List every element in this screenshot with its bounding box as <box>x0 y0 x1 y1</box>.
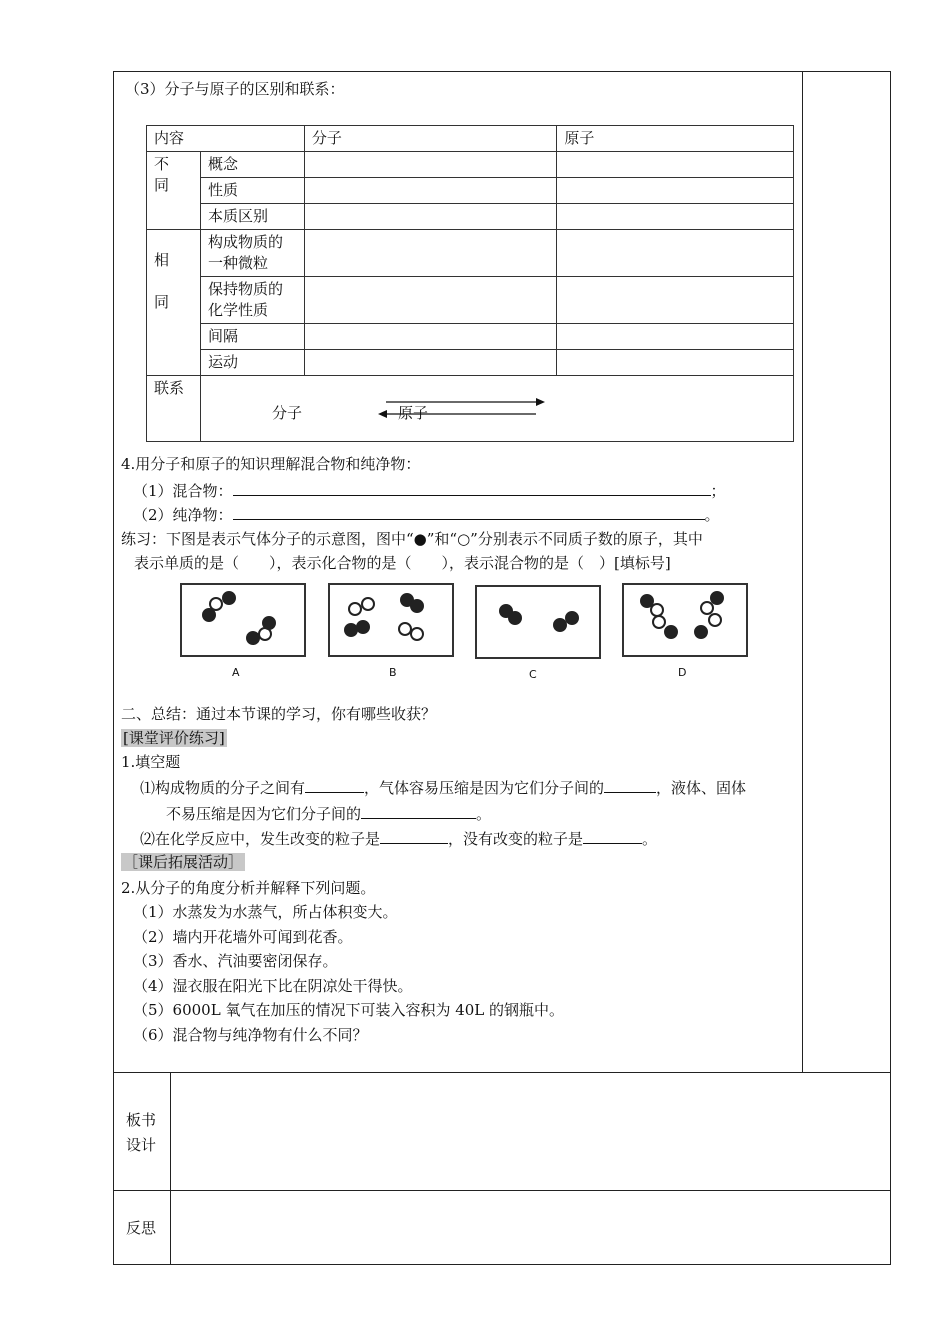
q4-item1-label: （1）混合物： <box>133 482 233 500</box>
row-label: 构成物质的一种微粒 <box>200 230 304 277</box>
cell-blank <box>304 350 557 376</box>
frame-top <box>113 71 891 72</box>
link-atom-label: 原子 <box>398 404 429 422</box>
q2-item: （3）香水、汽油要密闭保存。 <box>133 952 338 970</box>
answer-blank[interactable] <box>233 505 705 520</box>
header-atom: 原子 <box>557 126 794 152</box>
row-label: 性质 <box>200 178 304 204</box>
q4-item2-end: 。 <box>704 506 720 524</box>
class-practice-heading: [课堂评价练习] <box>123 729 225 747</box>
header-content: 内容 <box>147 126 305 152</box>
cell-blank <box>304 230 557 277</box>
row-label: 间隔 <box>200 324 304 350</box>
q4-title: 4.用分子和原子的知识理解混合物和纯净物： <box>121 455 421 473</box>
answer-blank[interactable] <box>380 829 448 844</box>
section3-title: （3）分子与原子的区别和联系： <box>125 80 345 98</box>
after-class-heading: ［课后拓展活动］ <box>123 853 244 871</box>
footer-label-divider <box>170 1072 171 1265</box>
link-arrows <box>370 393 555 423</box>
row-label: 本质区别 <box>200 204 304 230</box>
cell-blank <box>557 152 794 178</box>
diagram-label-d: D <box>678 666 687 679</box>
table-row <box>147 178 794 204</box>
q1-part1-text-e: 。 <box>476 805 492 823</box>
q1-part2 <box>140 829 657 848</box>
board-design-label-2: 设计 <box>126 1136 157 1154</box>
board-design-label-1: 板书 <box>126 1111 157 1129</box>
answer-blank[interactable] <box>583 829 642 844</box>
q4-item2 <box>133 505 720 524</box>
summary-heading: 二、总结：通过本节课的学习，你有哪些收获？ <box>121 705 437 723</box>
cell-blank <box>304 324 557 350</box>
table-row <box>147 204 794 230</box>
table-row <box>147 230 794 277</box>
group-diff-label: 不 同 <box>147 152 201 230</box>
q1-part1-line1 <box>140 778 746 797</box>
cell-blank <box>557 178 794 204</box>
reflection-label: 反思 <box>126 1219 157 1237</box>
q2-item: （1）水蒸发为水蒸气，所占体积变大。 <box>133 903 398 921</box>
answer-blank[interactable] <box>604 778 656 793</box>
diagram-c <box>475 585 601 659</box>
row-label: 运动 <box>200 350 304 376</box>
q1-part1-text-d: 不易压缩是因为它们分子间的 <box>166 805 362 823</box>
cell-blank <box>557 324 794 350</box>
diagram-a <box>180 583 306 657</box>
answer-blank[interactable] <box>361 804 476 819</box>
q2-item: （5）6000L 氧气在加压的情况下可装入容积为 40L 的钢瓶中。 <box>133 1001 565 1019</box>
q1-part1-text-c: ，液体、固体 <box>656 779 747 797</box>
diagram-label-a: A <box>232 666 240 679</box>
cell-blank <box>557 277 794 324</box>
frame-divider-1 <box>113 1072 891 1073</box>
frame-right <box>890 71 891 1265</box>
q4-item2-label: （2）纯净物： <box>133 506 233 524</box>
q2-item: （6）混合物与纯净物有什么不同？ <box>133 1026 368 1044</box>
frame-inner-vertical <box>802 71 803 1072</box>
table-row <box>147 152 794 178</box>
q1-part2-text-a: ⑵在化学反应中，发生改变的粒子是 <box>140 830 381 848</box>
q4-item1-end: ； <box>710 482 726 500</box>
table-row <box>147 324 794 350</box>
diagram-label-c: C <box>529 668 537 681</box>
cell-blank <box>304 204 557 230</box>
cell-blank <box>304 277 557 324</box>
q1-part1-line2 <box>166 804 491 823</box>
answer-blank[interactable] <box>305 778 364 793</box>
answer-blank[interactable] <box>233 481 711 496</box>
q1-part2-text-b: ，没有改变的粒子是 <box>448 830 584 848</box>
q4-item1 <box>133 481 726 500</box>
cell-blank <box>557 204 794 230</box>
group-same-label: 相 同 <box>147 230 201 376</box>
table-row <box>147 350 794 376</box>
table-header-row <box>147 126 794 152</box>
q1-part1-text-a: ⑴构成物质的分子之间有 <box>140 779 306 797</box>
frame-divider-2 <box>113 1190 891 1191</box>
frame-left <box>113 71 114 1265</box>
diagram-d <box>622 583 748 657</box>
link-label: 联系 <box>147 376 201 442</box>
row-label: 保持物质的化学性质 <box>200 277 304 324</box>
cell-blank <box>557 350 794 376</box>
q2-item: （4）湿衣服在阳光下比在阴凉处干得快。 <box>133 977 413 995</box>
row-label: 概念 <box>200 152 304 178</box>
frame-bottom <box>113 1264 891 1265</box>
link-molecule-label: 分子 <box>272 404 303 422</box>
practice-line2: 表示单质的是（ ），表示化合物的是（ ），表示混合物的是（ ）[填标号] <box>134 554 671 572</box>
practice-line1: 练习：下图是表示气体分子的示意图，图中“●”和“○”分别表示不同质子数的原子，其中 <box>121 530 703 548</box>
header-molecule: 分子 <box>304 126 557 152</box>
q1-part2-text-c: 。 <box>642 830 658 848</box>
q2-item: （2）墙内开花墙外可闻到花香。 <box>133 928 353 946</box>
q1-title: 1.填空题 <box>121 753 181 771</box>
diagram-label-b: B <box>389 666 397 679</box>
q2-title: 2.从分子的角度分析并解释下列问题。 <box>121 879 376 897</box>
table-row <box>147 277 794 324</box>
q1-part1-text-b: ，气体容易压缩是因为它们分子间的 <box>364 779 605 797</box>
cell-blank <box>304 178 557 204</box>
cell-blank <box>557 230 794 277</box>
cell-blank <box>304 152 557 178</box>
diagram-b <box>328 583 454 657</box>
